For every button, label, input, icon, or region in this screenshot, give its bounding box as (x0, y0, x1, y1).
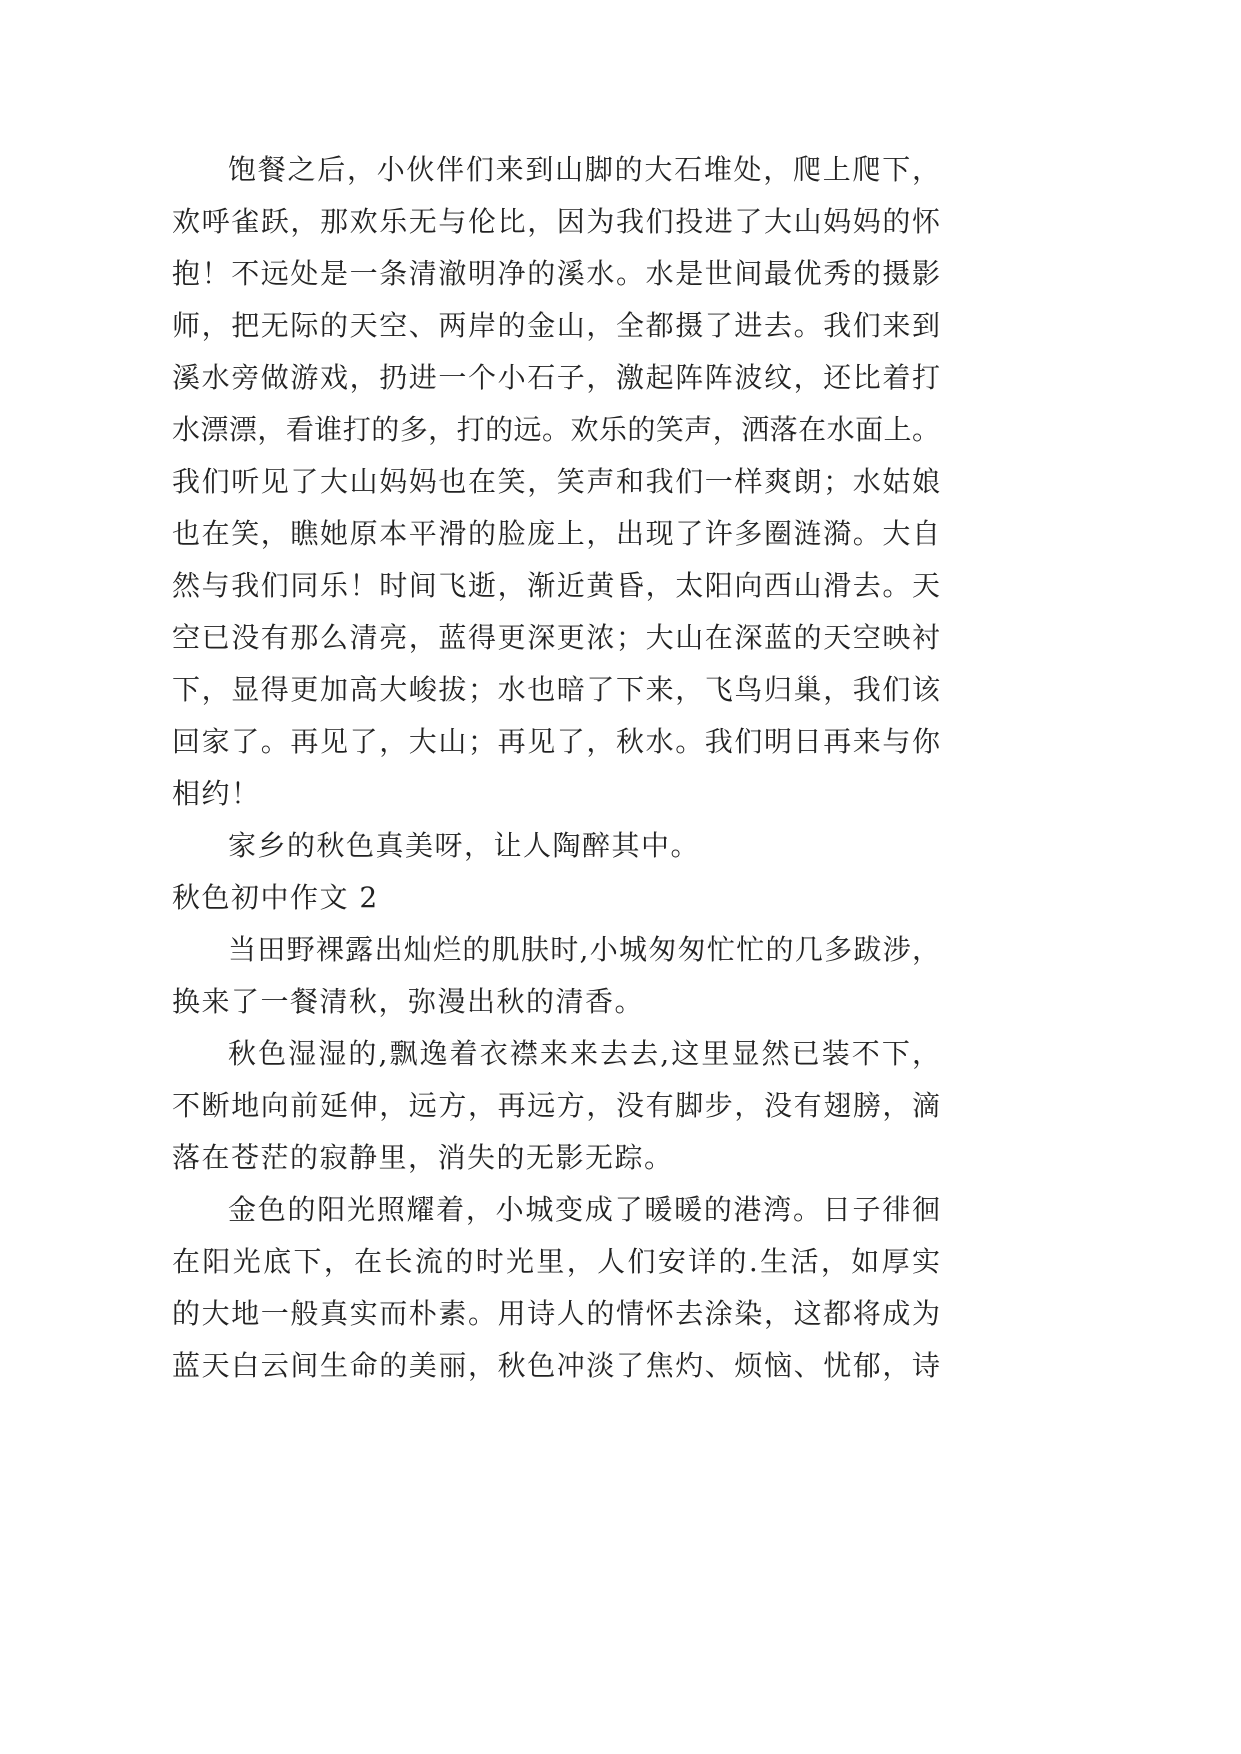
text-line: 在阳光底下，在长流的时光里，人们安详的.生活，如厚实 (172, 1245, 940, 1278)
text-line: 空已没有那么清亮，蓝得更深更浓；大山在深蓝的天空映衬 (172, 621, 940, 654)
text-line: 回家了。再见了，大山；再见了，秋水。我们明日再来与你 (172, 725, 940, 758)
text-line: 抱！不远处是一条清澈明净的溪水。水是世间最优秀的摄影 (172, 257, 940, 290)
text-line: 落在苍茫的寂静里，消失的无影无踪。 (172, 1141, 674, 1174)
text-line: 家乡的秋色真美呀，让人陶醉其中。 (228, 829, 701, 862)
text-line: 换来了一餐清秋，弥漫出秋的清香。 (172, 985, 645, 1018)
body-text (172, 144, 940, 1392)
text-line: 也在笑，瞧她原本平滑的脸庞上，出现了许多圈涟漪。大自 (172, 517, 940, 550)
text-line: 师，把无际的天空、两岸的金山，全都摄了进去。我们来到 (172, 309, 940, 342)
text-line: 溪水旁做游戏，扔进一个小石子，激起阵阵波纹，还比着打 (172, 361, 940, 394)
paragraph (172, 820, 940, 872)
text-line: 蓝天白云间生命的美丽，秋色冲淡了焦灼、烦恼、忧郁，诗 (172, 1349, 940, 1382)
text-line: 水漂漂，看谁打的多，打的远。欢乐的笑声，洒落在水面上。 (172, 413, 940, 446)
text-line: 饱餐之后，小伙伴们来到山脚的大石堆处，爬上爬下， (228, 153, 940, 186)
text-line: 我们听见了大山妈妈也在笑，笑声和我们一样爽朗；水姑娘 (172, 465, 940, 498)
text-line: 秋色湿湿的,飘逸着衣襟来来去去,这里显然已装不下， (228, 1037, 940, 1070)
text-line: 相约！ (172, 777, 261, 810)
text-line: 的大地一般真实而朴素。用诗人的情怀去涂染，这都将成为 (172, 1297, 940, 1330)
section-heading: 秋色初中作文 2 (172, 881, 379, 914)
text-line: 下，显得更加高大峻拔；水也暗了下来，飞鸟归巢，我们该 (172, 673, 940, 706)
paragraph (172, 144, 940, 820)
paragraph (172, 924, 940, 1028)
text-line: 欢呼雀跃，那欢乐无与伦比，因为我们投进了大山妈妈的怀 (172, 205, 940, 238)
text-line: 然与我们同乐！时间飞逝，渐近黄昏，太阳向西山滑去。天 (172, 569, 940, 602)
text-line: 金色的阳光照耀着，小城变成了暖暖的港湾。日子徘徊 (228, 1193, 940, 1226)
paragraph (172, 1028, 940, 1184)
paragraph (172, 1184, 940, 1392)
text-line: 不断地向前延伸，远方，再远方，没有脚步，没有翅膀，滴 (172, 1089, 940, 1122)
text-line: 当田野裸露出灿烂的肌肤时,小城匆匆忙忙的几多跋涉， (228, 933, 940, 966)
